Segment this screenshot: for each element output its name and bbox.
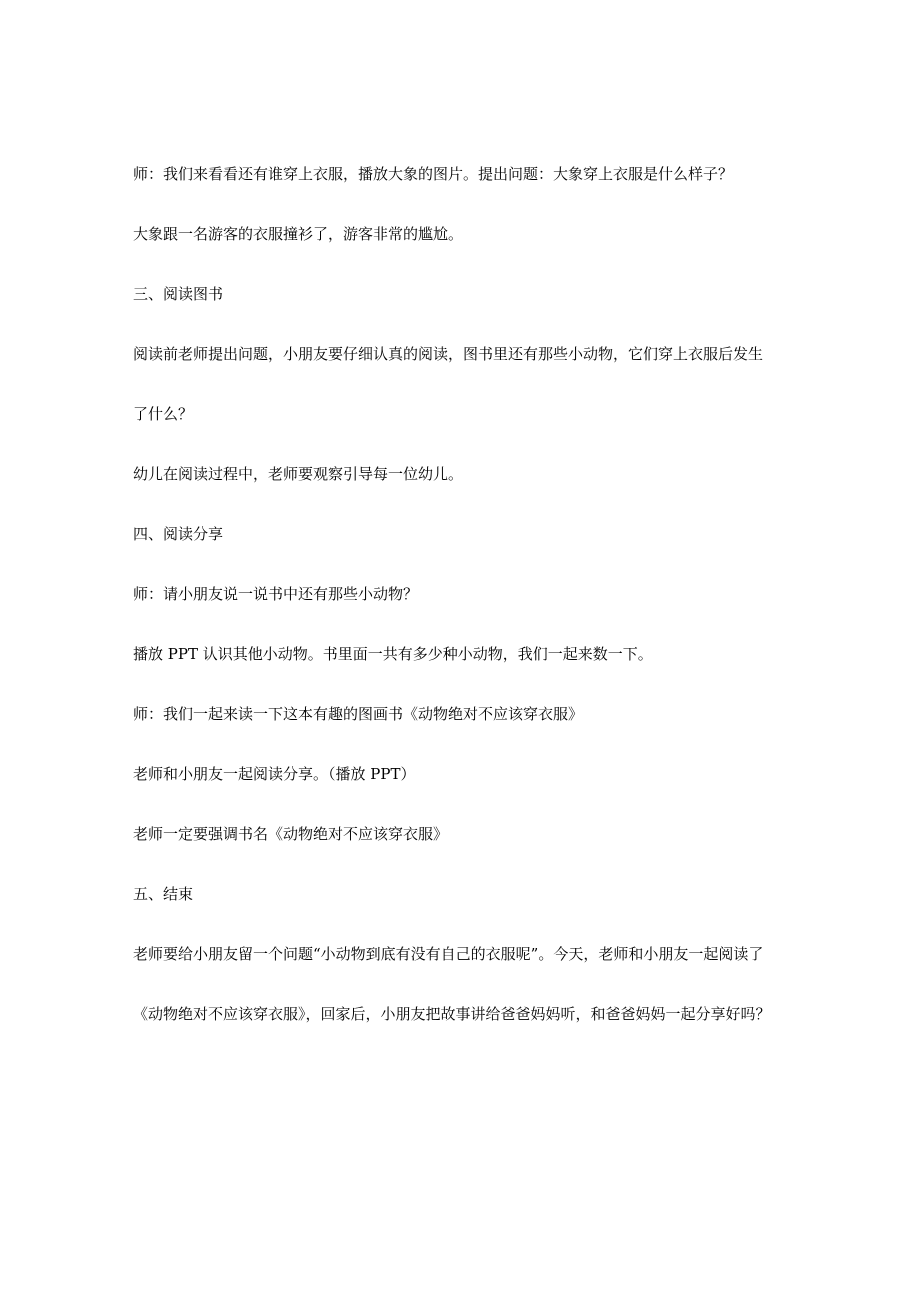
paragraph-reading-question-cont: 了什么？ (133, 405, 194, 423)
paragraph-elephant-tourist: 大象跟一名游客的衣服撞衫了，游客非常的尴尬。 (133, 225, 464, 243)
section-heading-sharing: 四、阅读分享 (133, 525, 224, 543)
paragraph-question-elephant: 师：我们来看看还有谁穿上衣服，播放大象的图片。提出问题：大象穿上衣服是什么样子？ (133, 165, 734, 183)
paragraph-emphasize-title: 老师一定要强调书名《动物绝对不应该穿衣服》 (133, 825, 449, 843)
section-heading-ending: 五、结束 (133, 885, 194, 903)
paragraph-ppt-animals: 播放 PPT 认识其他小动物。书里面一共有多少种小动物，我们一起来数一下。 (133, 645, 653, 663)
paragraph-ask-animals: 师：请小朋友说一说书中还有那些小动物？ (133, 585, 419, 603)
paragraph-ending-question: 老师要给小朋友留一个问题“小动物到底有没有自己的衣服呢”。今天，老师和小朋友一起阅读了 (133, 945, 764, 963)
paragraph-ending-share: 《动物绝对不应该穿衣服》，回家后，小朋友把故事讲给爸爸妈妈听，和爸爸妈妈一起分享好吗？ (133, 1005, 771, 1023)
paragraph-observe: 幼儿在阅读过程中，老师要观察引导每一位幼儿。 (133, 465, 464, 483)
paragraph-reading-question: 阅读前老师提出问题，小朋友要仔细认真的阅读，图书里还有那些小动物，它们穿上衣服后发生 (133, 345, 764, 363)
paragraph-read-book: 师：我们一起来读一下这本有趣的图画书《动物绝对不应该穿衣服》 (133, 705, 584, 723)
paragraph-read-together: 老师和小朋友一起阅读分享。（播放 PPT） (133, 765, 416, 783)
section-heading-reading: 三、阅读图书 (133, 285, 224, 303)
